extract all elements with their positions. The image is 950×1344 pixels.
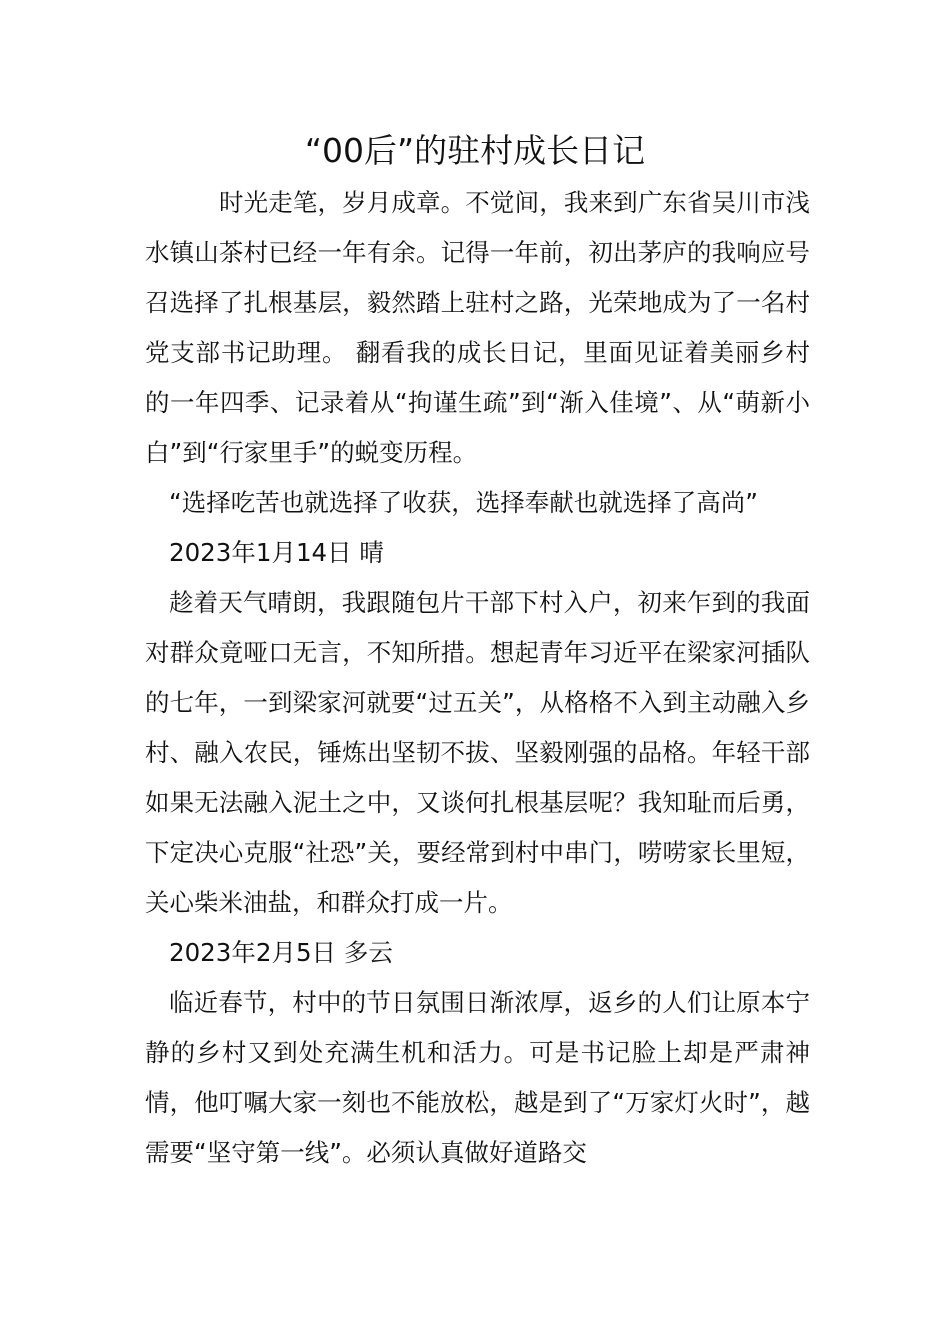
entry-text: 临近春节，村中的节日氛围日渐浓厚，返乡的人们让原本宁静的乡村又到处充满生机和活力。可是书记脸上却是严肃神情，他叮嘱大家一刻也不能放松，越是到了“万家灯火时”，越需要“坚守第一线”。必须认真做好道路交 bbox=[145, 988, 810, 1167]
intro-paragraph: 时光走笔，岁月成章。不觉间，我来到广东省吴川市浅水镇山茶村已经一年有余。记得一年前，初出茅庐的我响应号召选择了扎根基层，毅然踏上驻村之路，光荣地成为了一名村党支部书记助理。 翻看我的成长日记，里面见证着美丽乡村的一年四季、记录着从“拘谨生疏”到“渐入佳境”、从“萌新小白”到“行家里手”的蜕变历程。 bbox=[145, 188, 810, 467]
entry-date: 2023年1月14日 晴 bbox=[169, 538, 384, 567]
entry-text: 趁着天气晴朗，我跟随包片干部下村入户，初来乍到的我面对群众竟哑口无言，不知所措。想起青年习近平在梁家河插队的七年，一到梁家河就要“过五关”，从格格不入到主动融入乡村、融入农民，锤炼出坚韧不拔、坚毅刚强的品格。年轻干部如果无法融入泥土之中，又谈何扎根基层呢？我知耻而后勇，下定决心克服“社恐”关，要经常到村中串门，唠唠家长里短，关心柴米油盐，和群众打成一片。 bbox=[145, 588, 810, 917]
document-body bbox=[145, 178, 810, 1178]
document-title: “00后”的驻村成长日记 bbox=[304, 131, 646, 170]
quote-line: “选择吃苦也就选择了收获，选择奉献也就选择了高尚” bbox=[169, 488, 758, 517]
entry-date: 2023年2月5日 多云 bbox=[169, 938, 393, 967]
